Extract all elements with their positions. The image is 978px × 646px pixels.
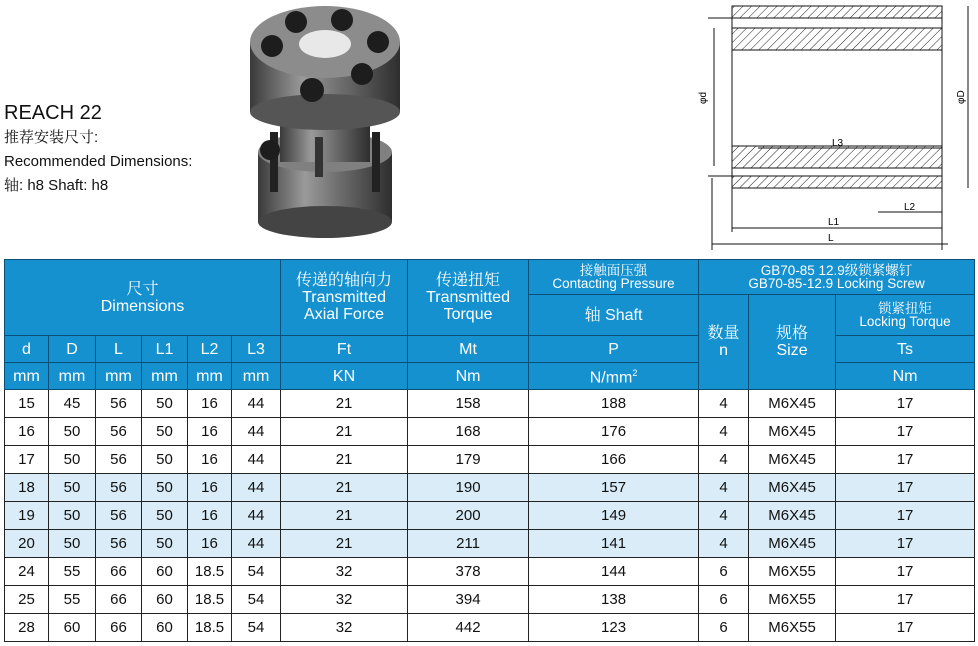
axial-en1: Transmitted: [302, 289, 386, 306]
table-cell: 4: [699, 474, 749, 502]
table-cell: 60: [49, 614, 96, 642]
table-body: [5, 390, 975, 642]
dim-L: L: [828, 233, 834, 244]
unit-Ft: KN: [281, 363, 408, 390]
technical-drawing: [698, 0, 976, 252]
size-cn: 规格: [776, 325, 809, 342]
pressure-cn: 接触面压强: [579, 263, 648, 278]
recommended-cn: 推荐安装尺寸:: [4, 129, 99, 146]
table-row: [5, 558, 975, 586]
header-quantity: [699, 295, 749, 390]
table-cell: 179: [408, 446, 529, 474]
table-cell: 394: [408, 586, 529, 614]
sym-Ft: Ft: [281, 336, 408, 363]
header-locking-torque: [836, 295, 975, 336]
table-cell: 44: [232, 418, 281, 446]
unit-Ts: Nm: [836, 363, 975, 390]
table-cell: 55: [49, 586, 96, 614]
table-cell: 54: [232, 586, 281, 614]
header-torque: [408, 260, 529, 336]
table-row: [5, 390, 975, 418]
table-cell: 45: [49, 390, 96, 418]
sym-Ts: Ts: [836, 336, 975, 363]
table-cell: 44: [232, 390, 281, 418]
table-cell: 50: [142, 418, 188, 446]
table-cell: 50: [49, 502, 96, 530]
table-cell: 50: [142, 530, 188, 558]
axial-en2: Axial Force: [304, 306, 385, 323]
table-cell: 6: [699, 558, 749, 586]
table-cell: 17: [836, 586, 975, 614]
axial-cn: 传递的轴向力: [296, 272, 393, 289]
sym-d: d: [5, 336, 49, 363]
table-cell: 188: [529, 390, 699, 418]
table-cell: 442: [408, 614, 529, 642]
table-cell: 18: [5, 474, 49, 502]
unit-L3: mm: [232, 363, 281, 390]
table-cell: 17: [836, 446, 975, 474]
table-cell: 21: [281, 502, 408, 530]
table-cell: M6X45: [749, 502, 836, 530]
header-size: [749, 295, 836, 390]
size-en: Size: [776, 342, 808, 359]
sym-L1: L1: [142, 336, 188, 363]
header-row-1: [5, 260, 975, 295]
table-cell: 138: [529, 586, 699, 614]
table-cell: 21: [281, 446, 408, 474]
table-cell: 17: [836, 558, 975, 586]
table-cell: 21: [281, 418, 408, 446]
shaft-tolerance: 轴: h8 Shaft: h8: [4, 177, 109, 194]
table-cell: 16: [188, 390, 232, 418]
qty-cn: 数量: [707, 325, 740, 342]
table-cell: 190: [408, 474, 529, 502]
table-row: [5, 502, 975, 530]
table-cell: 17: [836, 474, 975, 502]
sym-L: L: [96, 336, 142, 363]
table-cell: 4: [699, 446, 749, 474]
product-photo: [240, 2, 410, 240]
table-cell: 6: [699, 586, 749, 614]
table-cell: 144: [529, 558, 699, 586]
sym-D: D: [49, 336, 96, 363]
lt-en: Locking Torque: [859, 314, 951, 329]
table-cell: 211: [408, 530, 529, 558]
dims-cn: 尺寸: [126, 280, 159, 298]
table-cell: 16: [188, 474, 232, 502]
table-row: [5, 530, 975, 558]
pressure-en: Contacting Pressure: [552, 276, 675, 291]
unit-L2: mm: [188, 363, 232, 390]
torque-cn: 传递扭矩: [436, 272, 501, 289]
table-cell: 56: [96, 446, 142, 474]
table-cell: 157: [529, 474, 699, 502]
header-pressure-shaft: 轴 Shaft: [529, 295, 699, 336]
table-cell: M6X55: [749, 558, 836, 586]
table-cell: 56: [96, 530, 142, 558]
table-cell: 50: [49, 446, 96, 474]
table-cell: 19: [5, 502, 49, 530]
header-screw: [699, 260, 975, 295]
sym-Mt: Mt: [408, 336, 529, 363]
dim-L1: L1: [828, 217, 840, 228]
table-cell: M6X45: [749, 418, 836, 446]
table-cell: 66: [96, 558, 142, 586]
table-cell: 60: [142, 586, 188, 614]
table-cell: 141: [529, 530, 699, 558]
table-cell: 44: [232, 502, 281, 530]
table-cell: 24: [5, 558, 49, 586]
table-cell: 50: [142, 502, 188, 530]
table-cell: 50: [49, 530, 96, 558]
table-cell: 17: [836, 418, 975, 446]
recommended-en: Recommended Dimensions:: [4, 153, 193, 170]
table-cell: 166: [529, 446, 699, 474]
table-cell: 50: [49, 474, 96, 502]
table-cell: 17: [836, 390, 975, 418]
table-cell: 123: [529, 614, 699, 642]
table-cell: 50: [49, 418, 96, 446]
table-cell: 66: [96, 614, 142, 642]
table-cell: 66: [96, 586, 142, 614]
table-row: [5, 418, 975, 446]
table-cell: 60: [142, 614, 188, 642]
dim-L2: L2: [904, 202, 916, 213]
table-cell: 18.5: [188, 586, 232, 614]
table-cell: 4: [699, 502, 749, 530]
table-cell: 56: [96, 502, 142, 530]
header-axial-force: [281, 260, 408, 336]
table-cell: 21: [281, 390, 408, 418]
table-cell: 28: [5, 614, 49, 642]
sym-P: P: [529, 336, 699, 363]
dim-d: φd: [698, 91, 709, 104]
table-cell: 16: [188, 446, 232, 474]
table-cell: 149: [529, 502, 699, 530]
table-cell: 44: [232, 530, 281, 558]
table-row: [5, 614, 975, 642]
torque-en1: Transmitted: [426, 289, 510, 306]
table-row: [5, 474, 975, 502]
unit-p-sup: 2: [632, 368, 638, 379]
screw-en: GB70-85-12.9 Locking Screw: [748, 276, 925, 291]
dimensions-table: [4, 259, 975, 642]
unit-D: mm: [49, 363, 96, 390]
table-cell: M6X45: [749, 530, 836, 558]
dim-D: φD: [956, 90, 967, 104]
table-cell: 56: [96, 474, 142, 502]
unit-d: mm: [5, 363, 49, 390]
table-cell: 17: [836, 502, 975, 530]
table-cell: 50: [142, 446, 188, 474]
table-cell: M6X45: [749, 474, 836, 502]
table-cell: 18.5: [188, 614, 232, 642]
unit-L: mm: [96, 363, 142, 390]
table-cell: M6X55: [749, 586, 836, 614]
unit-P: [529, 363, 699, 390]
table-row: [5, 446, 975, 474]
table-cell: 378: [408, 558, 529, 586]
table-cell: 6: [699, 614, 749, 642]
unit-Mt: Nm: [408, 363, 529, 390]
product-title: REACH 22: [4, 102, 102, 124]
table-cell: 176: [529, 418, 699, 446]
screw-cn: GB70-85 12.9级锁紧螺钉: [760, 263, 913, 278]
header-dimensions: [5, 260, 281, 336]
table-cell: 21: [281, 530, 408, 558]
table-cell: 168: [408, 418, 529, 446]
table-cell: 21: [281, 474, 408, 502]
intro-block: [4, 100, 192, 198]
dims-en: Dimensions: [100, 297, 185, 315]
table-cell: 16: [5, 418, 49, 446]
table-cell: 60: [142, 558, 188, 586]
table-cell: 55: [49, 558, 96, 586]
torque-en2: Torque: [443, 306, 493, 323]
table-cell: M6X45: [749, 446, 836, 474]
table-cell: 50: [142, 390, 188, 418]
table-cell: 16: [188, 502, 232, 530]
table-cell: 56: [96, 418, 142, 446]
table-cell: 54: [232, 558, 281, 586]
unit-L1: mm: [142, 363, 188, 390]
table-cell: 25: [5, 586, 49, 614]
table-cell: 158: [408, 390, 529, 418]
table-cell: 4: [699, 530, 749, 558]
table-cell: 16: [188, 530, 232, 558]
table-cell: 32: [281, 558, 408, 586]
table-cell: M6X55: [749, 614, 836, 642]
table-cell: 16: [188, 418, 232, 446]
header-pressure: [529, 260, 699, 295]
table-cell: 17: [836, 530, 975, 558]
table-cell: 17: [836, 614, 975, 642]
table-cell: 17: [5, 446, 49, 474]
table-cell: 44: [232, 474, 281, 502]
sym-L2: L2: [188, 336, 232, 363]
table-cell: 32: [281, 586, 408, 614]
table-cell: 15: [5, 390, 49, 418]
table-cell: M6X45: [749, 390, 836, 418]
table-cell: 18.5: [188, 558, 232, 586]
table-cell: 4: [699, 390, 749, 418]
qty-sym: n: [719, 342, 728, 359]
table-cell: 20: [5, 530, 49, 558]
table-cell: 56: [96, 390, 142, 418]
table-cell: 50: [142, 474, 188, 502]
dim-L3: L3: [832, 138, 844, 149]
sym-L3: L3: [232, 336, 281, 363]
table-cell: 200: [408, 502, 529, 530]
table-cell: 54: [232, 614, 281, 642]
table-cell: 44: [232, 446, 281, 474]
unit-p-base: N/mm: [589, 369, 633, 387]
table-cell: 32: [281, 614, 408, 642]
table-row: [5, 586, 975, 614]
lt-cn: 锁紧扭矩: [878, 301, 933, 316]
table-cell: 4: [699, 418, 749, 446]
